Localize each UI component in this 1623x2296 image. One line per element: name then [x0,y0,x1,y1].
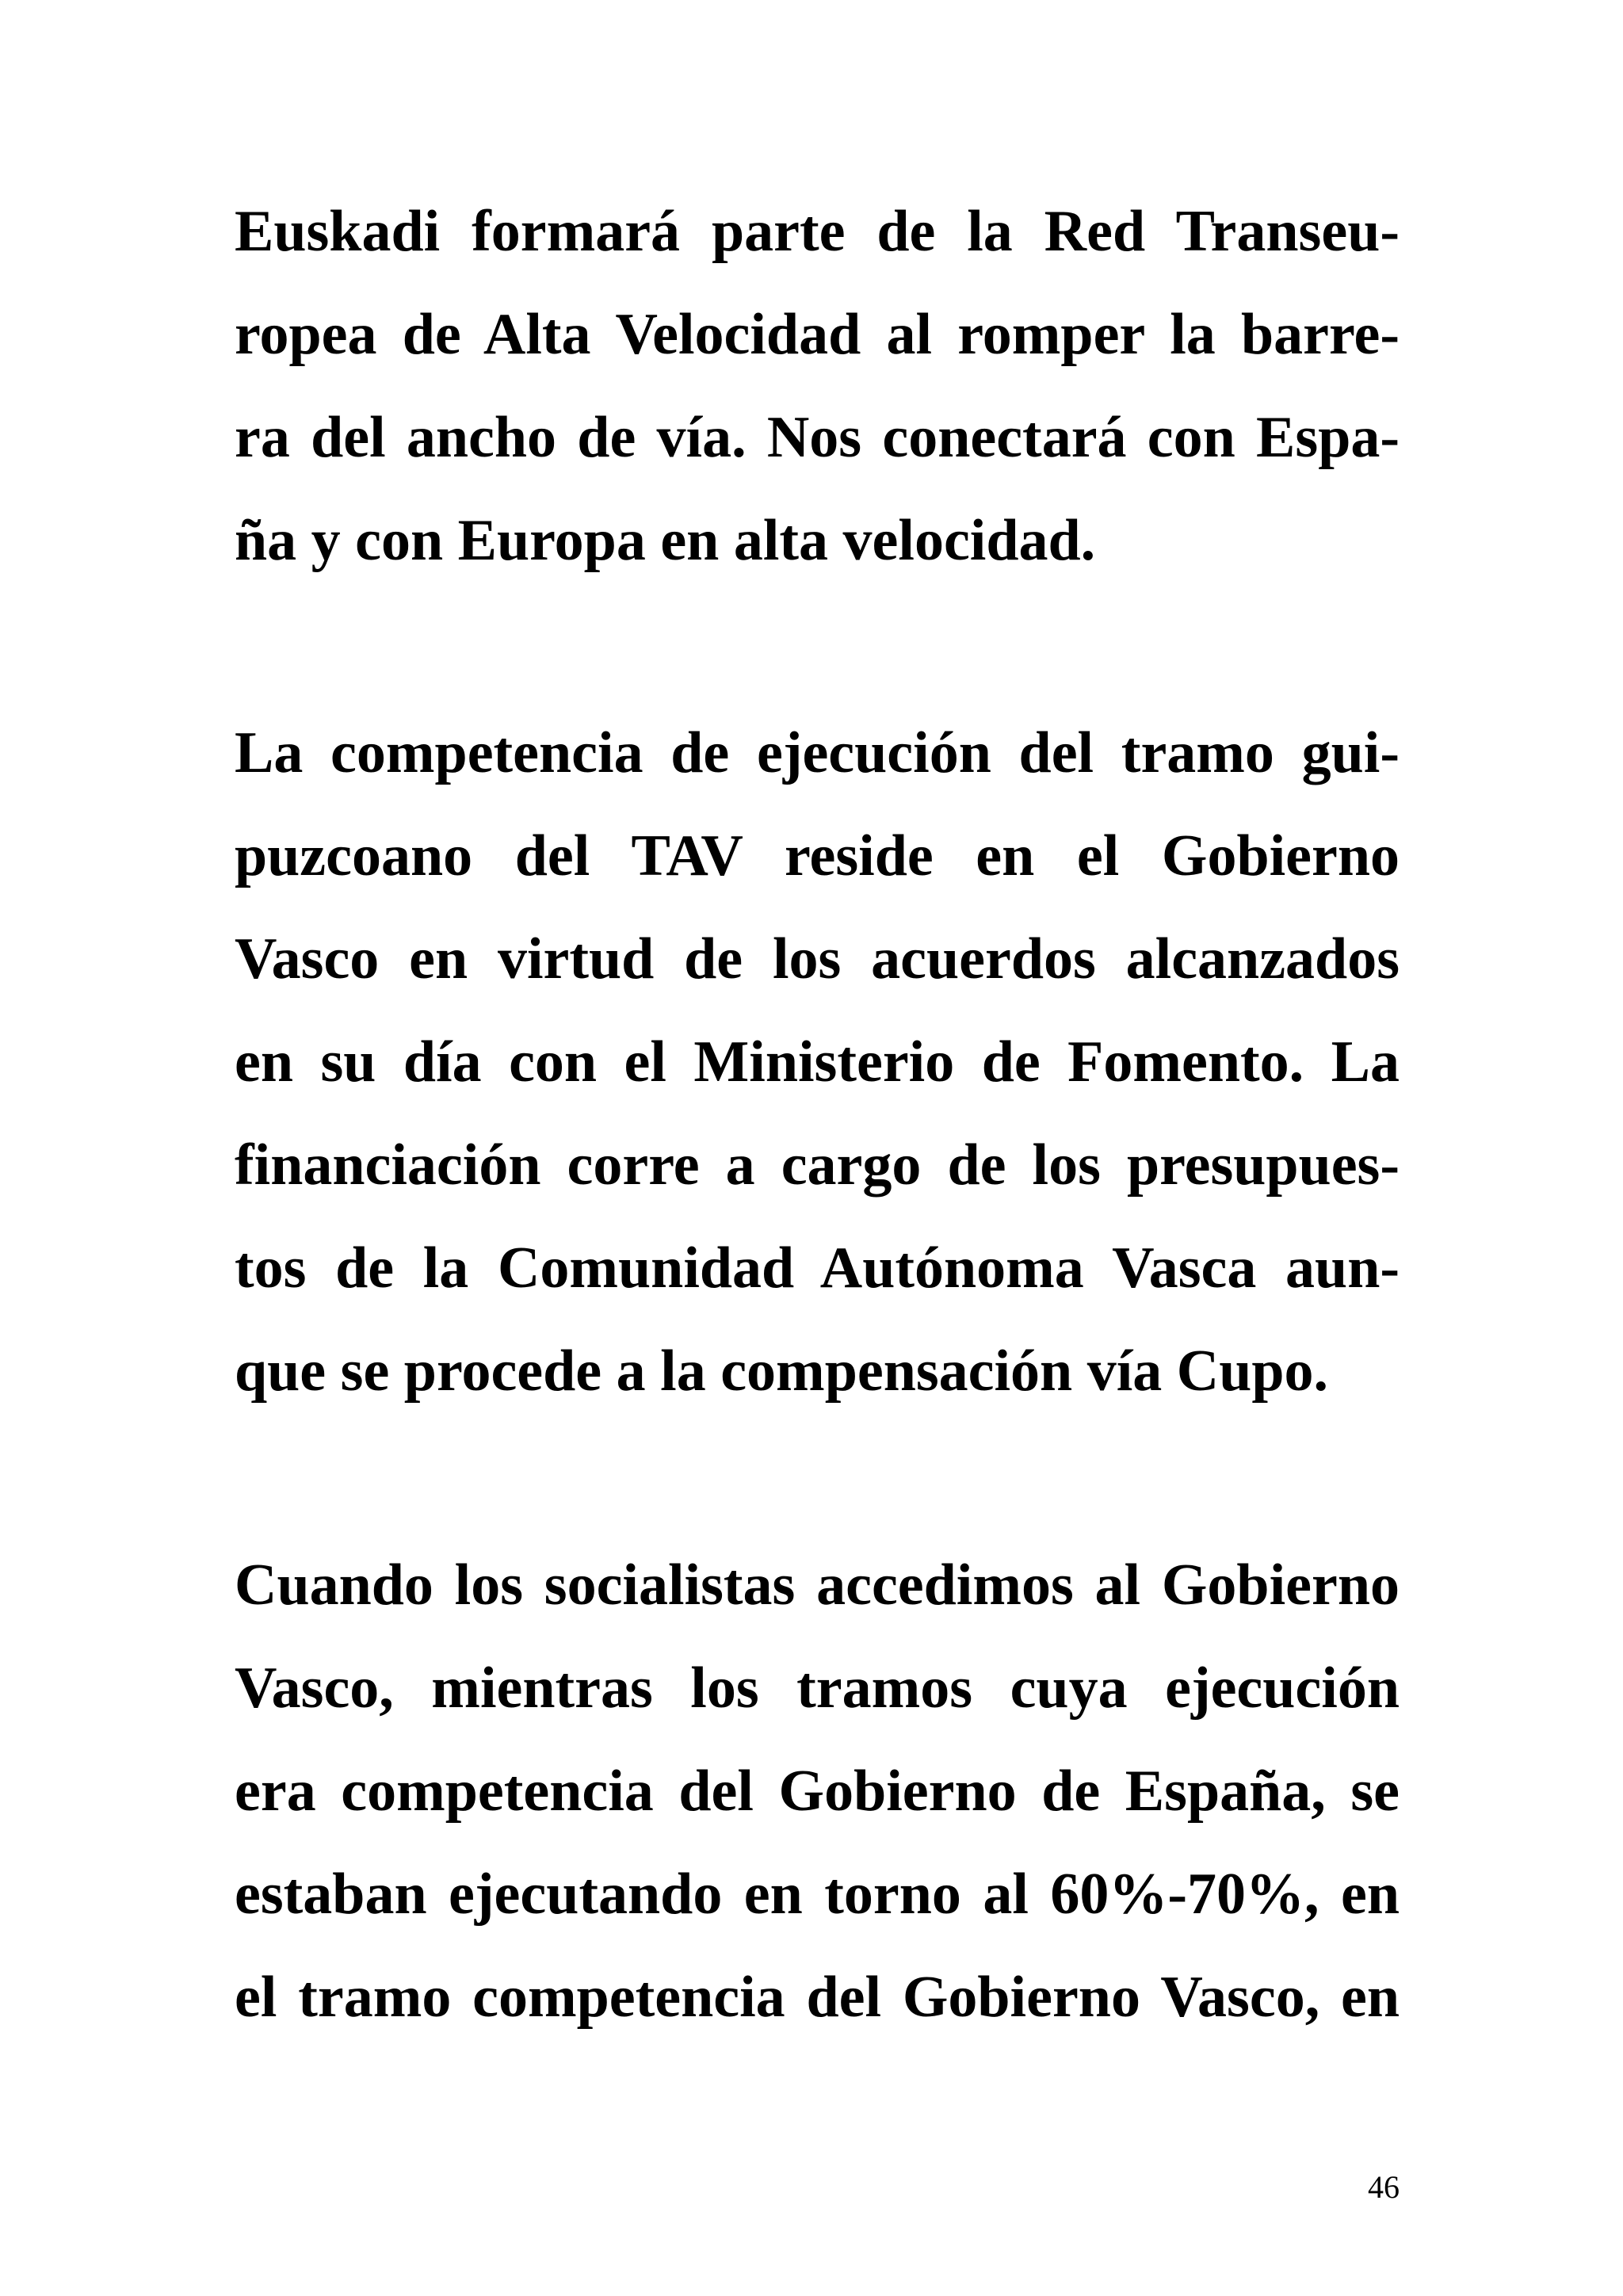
text-line: Cuando los socialistas accedimos al Gobierno [235,1553,1400,1618]
text-line: ña y con Europa en alta velocidad. [235,508,1096,573]
text-line: ra del ancho de vía. Nos conectará con Espa- [235,405,1400,470]
page-number: 46 [1368,2169,1400,2205]
text-line: tos de la Comunidad Autónoma Vasca aun- [235,1236,1400,1301]
text-line: puzcoano del TAV reside en el Gobierno [235,823,1400,888]
text-line: en su día con el Ministerio de Fomento. La [235,1030,1400,1095]
text-line: que se procede a la compensación vía Cupo. [235,1339,1329,1404]
text-line: Vasco en virtud de los acuerdos alcanzados [235,926,1400,991]
text-line: Vasco, mientras los tramos cuya ejecución [235,1656,1400,1721]
text-line: Euskadi formará parte de la Red Transeu- [235,199,1400,264]
text-line: el tramo competencia del Gobierno Vasco, en [235,1965,1400,2030]
text-line: era competencia del Gobierno de España, se [235,1759,1400,1824]
text-line: ropea de Alta Velocidad al romper la barre- [235,302,1400,367]
text-line: financiación corre a cargo de los presupues- [235,1133,1400,1198]
text-line: La competencia de ejecución del tramo gui- [235,720,1400,785]
text-line: estaban ejecutando en torno al 60%-70%, en [235,1862,1400,1927]
